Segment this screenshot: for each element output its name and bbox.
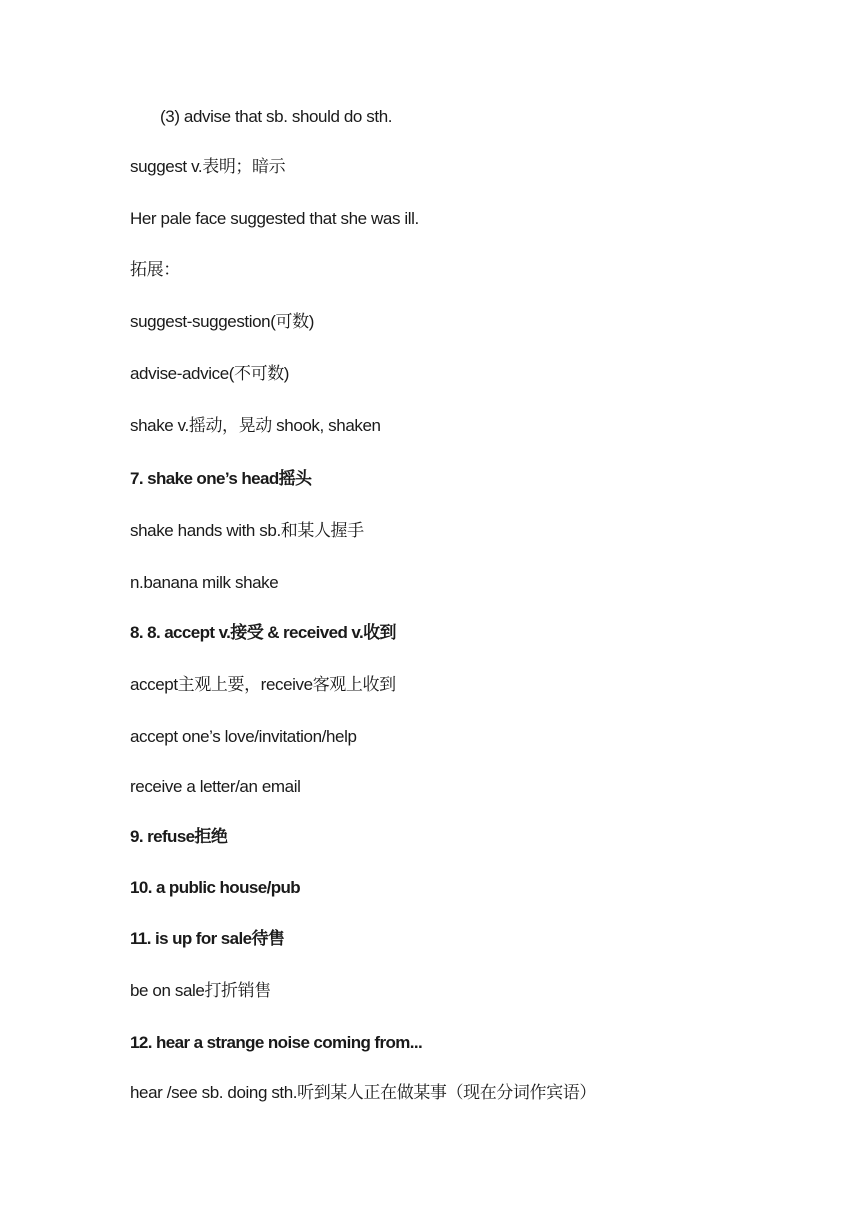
text-line-accept-receive: accept主观上要，receive客观上收到 — [130, 675, 396, 694]
text-line-suggest-definition: suggest v.表明；暗示 — [130, 157, 286, 176]
heading-item-7: 7. shake one’s head摇头 — [130, 469, 312, 488]
heading-item-12: 12. hear a strange noise coming from... — [130, 1033, 423, 1052]
heading-item-8: 8. 8. accept v.接受 & received v.收到 — [130, 623, 396, 642]
text-line-receive-examples: receive a letter/an email — [130, 777, 301, 796]
text-line-advise-advice: advise-advice(不可数) — [130, 364, 290, 383]
text-line-pale-face-example: Her pale face suggested that she was ill. — [130, 209, 419, 228]
text-line-milk-shake: n.banana milk shake — [130, 573, 279, 592]
heading-item-10: 10. a public house/pub — [130, 878, 301, 897]
text-line-advise-that: (3) advise that sb. should do sth. — [160, 107, 393, 126]
heading-item-11: 11. is up for sale待售 — [130, 929, 285, 948]
heading-item-9: 9. refuse拒绝 — [130, 827, 228, 846]
text-line-shake-definition: shake v.摇动，晃动 shook, shaken — [130, 416, 381, 435]
text-line-shake-hands: shake hands with sb.和某人握手 — [130, 521, 364, 540]
text-line-hear-see: hear /see sb. doing sth.听到某人正在做某事（现在分词作宾语） — [130, 1083, 596, 1102]
text-line-accept-examples: accept one’s love/invitation/help — [130, 727, 357, 746]
text-line-on-sale: be on sale打折销售 — [130, 981, 271, 1000]
text-line-suggest-suggestion: suggest-suggestion(可数) — [130, 312, 314, 331]
text-line-extension-heading: 拓展： — [130, 260, 180, 279]
